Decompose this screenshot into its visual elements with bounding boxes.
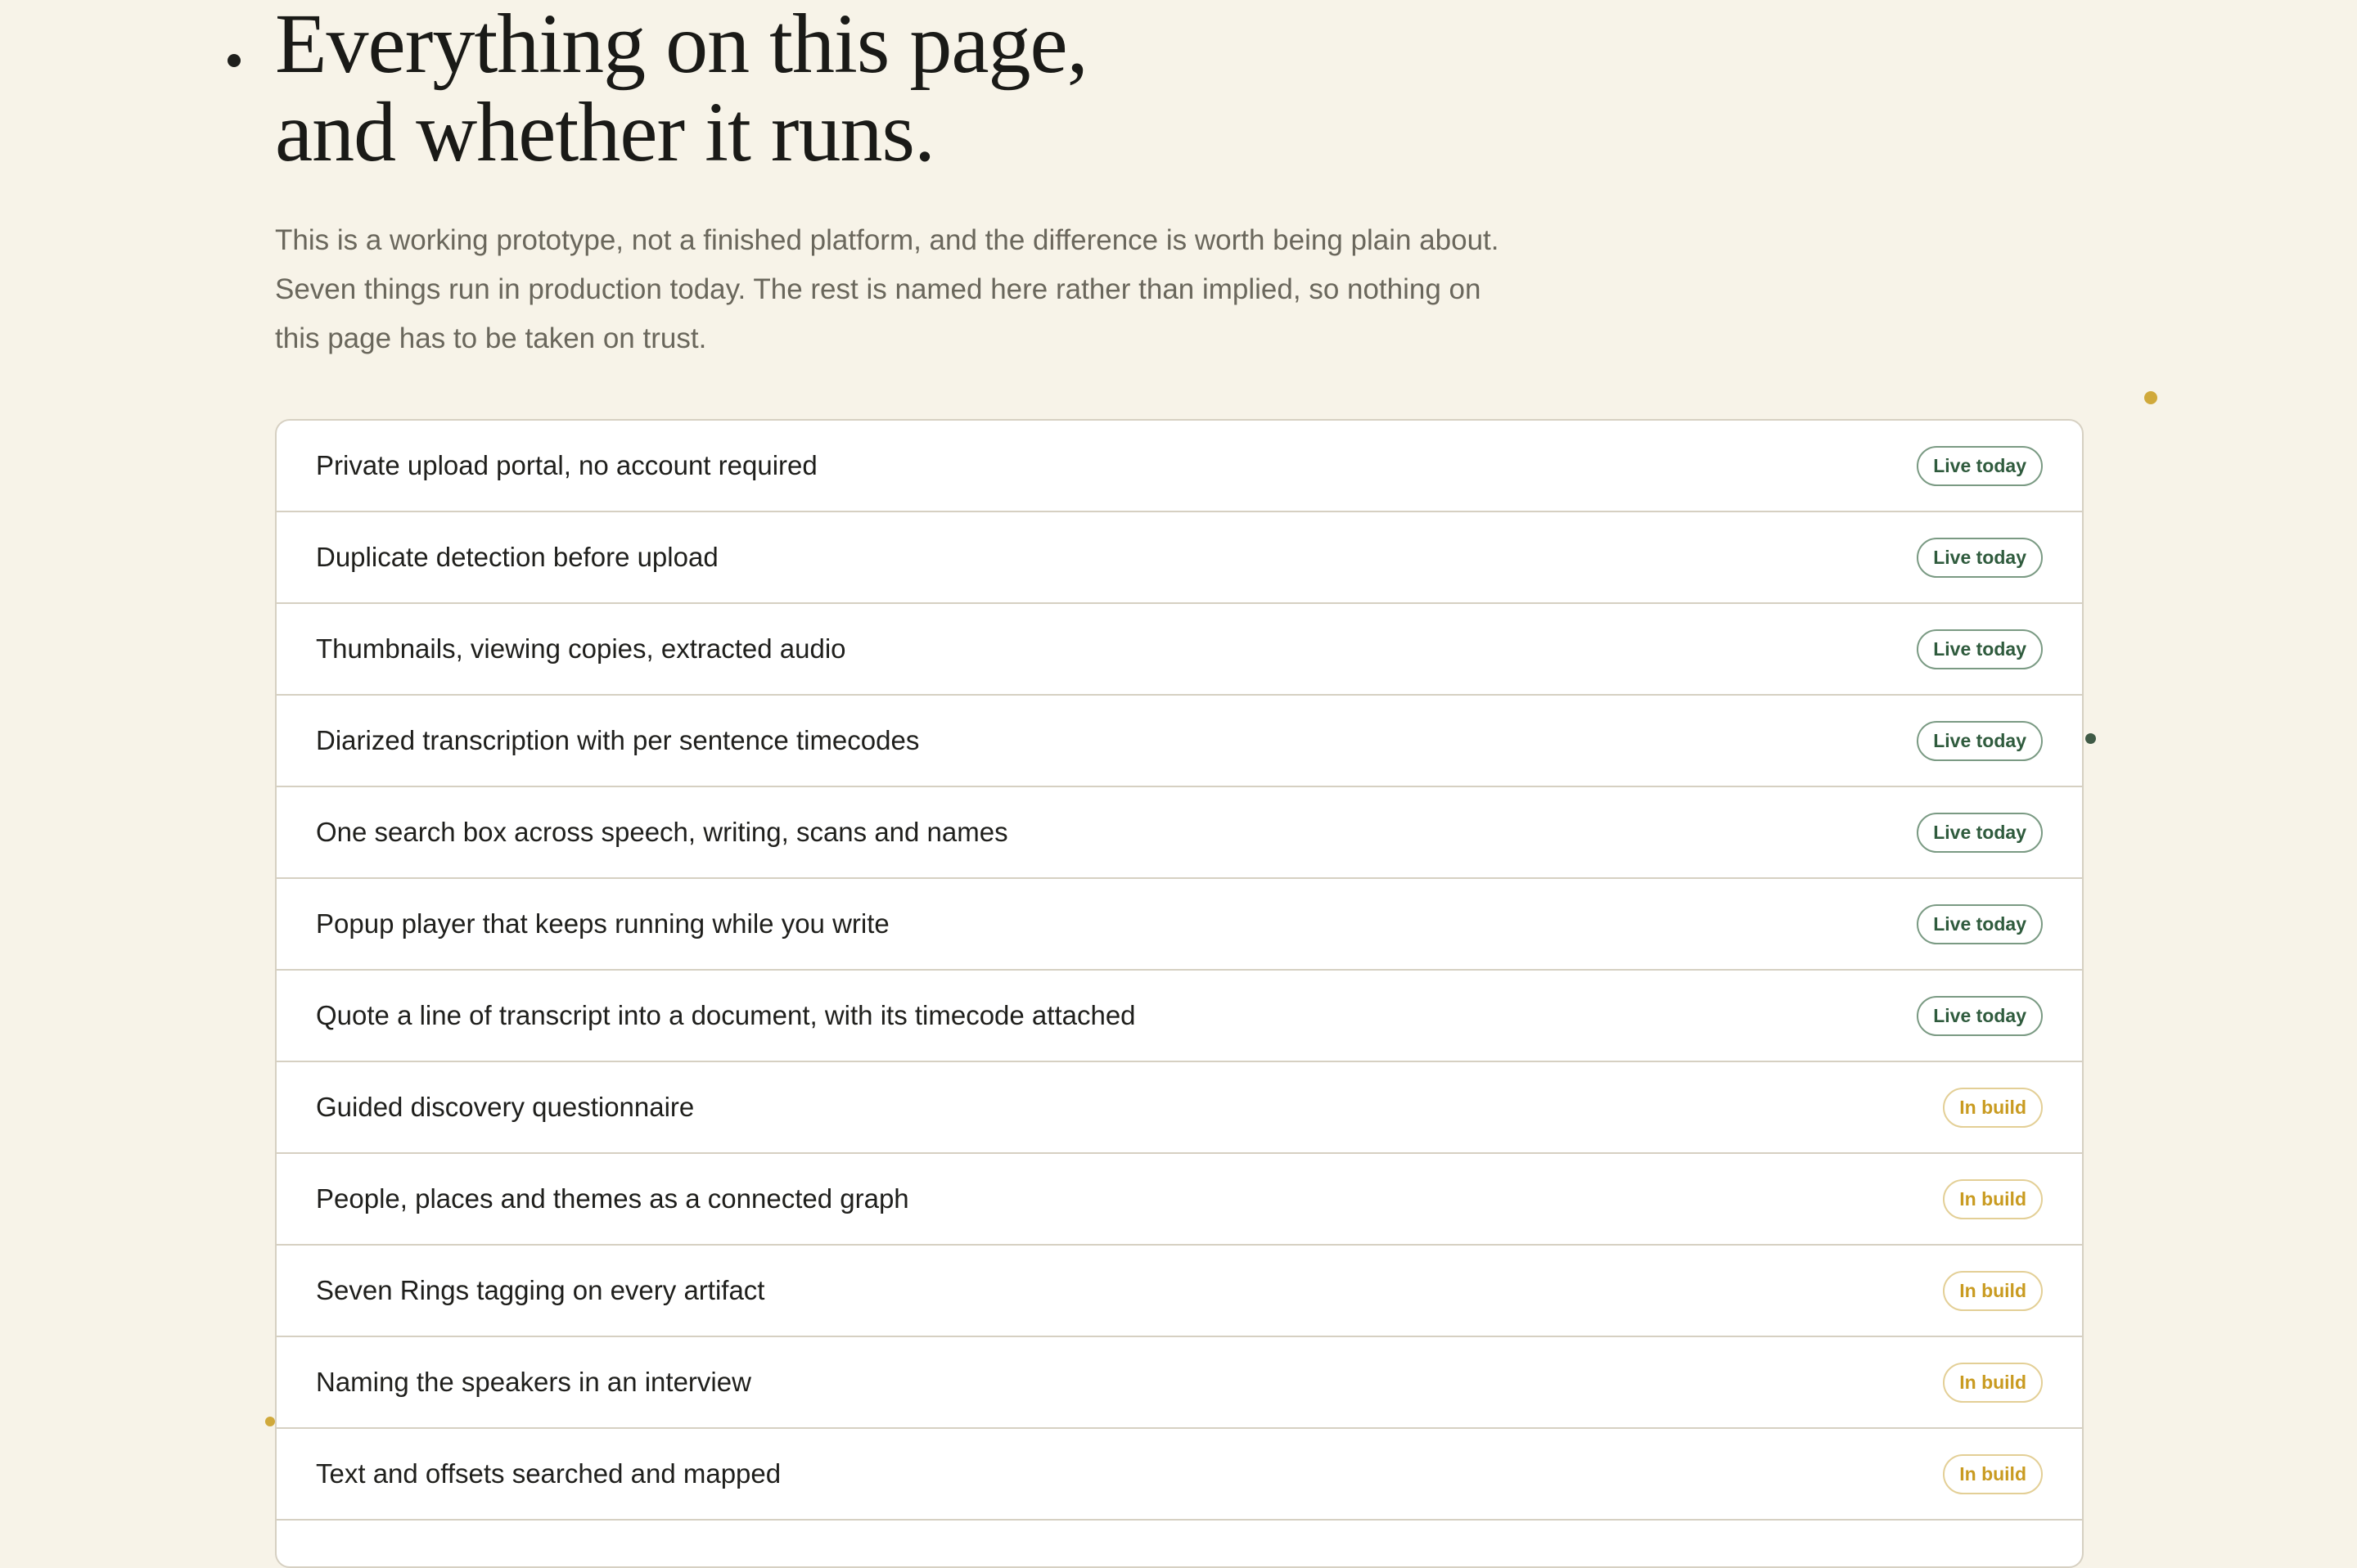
status-row	[277, 1062, 2082, 1154]
status-row	[277, 696, 2082, 787]
feature-status-list	[275, 419, 2084, 1568]
intro-line-3: this page has to be taken on trust.	[275, 322, 707, 354]
status-badge: In build	[1943, 1271, 2043, 1311]
intro-paragraph	[275, 216, 1519, 363]
status-row	[277, 421, 2082, 512]
status-row-label: Quote a line of transcript into a document, with its timecode attached	[316, 1000, 1136, 1030]
status-row	[277, 1154, 2082, 1246]
status-row	[277, 512, 2082, 604]
hero-section	[275, 0, 1830, 392]
status-row-label: Naming the speakers in an interview	[316, 1367, 751, 1397]
status-row	[277, 1429, 2082, 1521]
page-title-line-1: Everything on this page,	[275, 0, 1088, 91]
status-row-label: Popup player that keeps running while you write	[316, 908, 890, 939]
title-bullet-icon	[228, 54, 241, 67]
status-badge: Live today	[1917, 904, 2043, 944]
status-row-label: Text and offsets searched and mapped	[316, 1458, 782, 1489]
page-title	[275, 0, 1830, 177]
status-row	[277, 1337, 2082, 1429]
status-badge: In build	[1943, 1454, 2043, 1494]
status-badge: In build	[1943, 1363, 2043, 1403]
status-row	[277, 604, 2082, 696]
status-row	[277, 879, 2082, 971]
status-badge: Live today	[1917, 538, 2043, 578]
status-badge: Live today	[1917, 629, 2043, 669]
status-badge: Live today	[1917, 813, 2043, 853]
status-row	[277, 787, 2082, 879]
status-badge: Live today	[1917, 996, 2043, 1036]
status-row-label: Diarized transcription with per sentence timecodes	[316, 725, 920, 755]
decorative-gold-dot-small-icon	[265, 1417, 275, 1426]
decorative-green-dot-icon	[2085, 733, 2096, 744]
status-row-label: Thumbnails, viewing copies, extracted audio	[316, 633, 846, 664]
decorative-gold-dot-icon	[2144, 391, 2157, 404]
page-title-line-2: and whether it runs.	[275, 85, 935, 179]
status-badge: Live today	[1917, 446, 2043, 486]
status-row	[277, 971, 2082, 1062]
status-row-label: People, places and themes as a connected graph	[316, 1183, 909, 1214]
intro-line-1: This is a working prototype, not a finished platform, and the difference is worth being plain about.	[275, 224, 1499, 256]
status-badge: In build	[1943, 1179, 2043, 1219]
status-row-label: Duplicate detection before upload	[316, 542, 719, 572]
intro-line-2: Seven things run in production today. The rest is named here rather than implied, so nothing on	[275, 273, 1481, 305]
status-badge: Live today	[1917, 721, 2043, 761]
status-row	[277, 1246, 2082, 1337]
status-row-label: One search box across speech, writing, scans and names	[316, 817, 1008, 847]
status-badge: In build	[1943, 1088, 2043, 1128]
status-row-label: Private upload portal, no account required	[316, 450, 818, 480]
status-row-label: Seven Rings tagging on every artifact	[316, 1275, 765, 1305]
status-row-label: Guided discovery questionnaire	[316, 1092, 695, 1122]
